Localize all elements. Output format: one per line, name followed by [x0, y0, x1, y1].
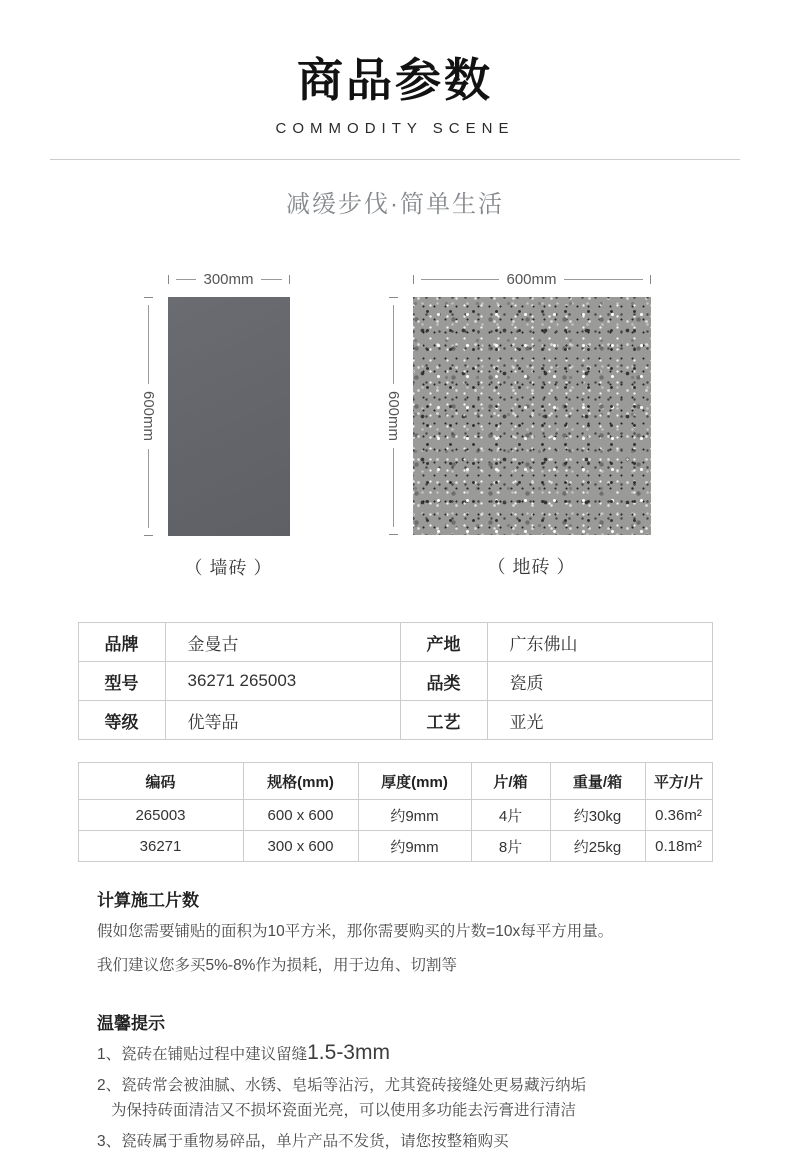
cell-area: 0.36m²	[645, 800, 712, 831]
table-row	[78, 662, 712, 701]
cell-code: 36271	[78, 831, 243, 862]
col-header-pieces-per-box: 片/箱	[471, 763, 550, 800]
wall-tile-height-dimension	[140, 297, 158, 536]
wall-tile-caption: （ 墙砖 ）	[184, 558, 273, 578]
col-header-size: 规格(mm)	[243, 763, 358, 800]
table-row	[78, 701, 712, 740]
table-row	[78, 831, 712, 862]
tip-3-text: 3、瓷砖属于重物易碎品，单片产品不发货，请您按整箱购买	[97, 1133, 509, 1150]
wall-tile-width-label: 300mm	[203, 270, 254, 288]
spec-value-origin: 广东佛山	[487, 623, 712, 662]
table-header-row	[78, 763, 712, 800]
floor-tile-image	[413, 297, 651, 535]
spec-value-finish: 亚光	[487, 701, 712, 740]
cell-thickness: 约9mm	[358, 800, 471, 831]
calc-line-2: 我们建议您多买5%-8%作为损耗，用于边角、切割等	[97, 957, 457, 974]
dimension-line	[148, 449, 149, 528]
cell-pieces: 8片	[471, 831, 550, 862]
tile-figures	[0, 269, 790, 580]
floor-tile-caption: （ 地砖 ）	[487, 557, 576, 577]
dimension-tick	[389, 297, 398, 298]
dimension-tick	[413, 275, 414, 284]
dimension-line	[148, 305, 149, 384]
cell-thickness: 约9mm	[358, 831, 471, 862]
dimension-tick	[389, 534, 398, 535]
product-spec-table	[78, 622, 713, 740]
floor-tile-figure	[385, 269, 651, 579]
wall-tile-image	[168, 297, 290, 536]
table-row	[78, 623, 712, 662]
tips-section	[97, 1009, 715, 1154]
spec-value-brand: 金曼古	[165, 623, 400, 662]
tip-1-highlight: 1.5-3mm	[307, 1041, 390, 1064]
page-subtitle: COMMODITY SCENE	[275, 120, 515, 137]
page-title: 商品参数	[297, 54, 493, 106]
wall-tile-width-dimension	[168, 269, 290, 289]
dimension-tick	[168, 275, 169, 284]
spec-label-category: 品类	[400, 662, 487, 701]
col-header-code: 编码	[78, 763, 243, 800]
cell-code: 265003	[78, 800, 243, 831]
dimension-tick	[144, 297, 153, 298]
wall-tile-figure	[140, 269, 290, 580]
dimension-tick	[650, 275, 651, 284]
col-header-thickness: 厚度(mm)	[358, 763, 471, 800]
dimension-line	[564, 279, 643, 280]
tagline: 减缓步伐·简单生活	[286, 191, 504, 218]
wall-tile-height-label: 600mm	[140, 391, 157, 442]
table-row	[78, 800, 712, 831]
page-header	[0, 0, 790, 219]
dimension-tick	[289, 275, 290, 284]
calc-line-1: 假如您需要铺贴的面积为10平方米，那你需要购买的片数=10x每平方用量。	[97, 923, 614, 940]
cell-size: 600 x 600	[243, 800, 358, 831]
floor-tile-width-label: 600mm	[506, 270, 557, 288]
dimension-tick	[144, 535, 153, 536]
dimension-line	[393, 448, 394, 527]
dimension-line	[176, 279, 197, 280]
floor-tile-height-label: 600mm	[385, 390, 402, 442]
tip-item-2	[97, 1073, 715, 1123]
spec-label-model: 型号	[78, 662, 165, 701]
tip-1-text: 1、瓷砖在铺贴过程中建议留缝	[97, 1046, 308, 1063]
size-spec-table	[78, 762, 713, 862]
tip-item-1	[97, 1040, 715, 1067]
col-header-weight-per-box: 重量/箱	[550, 763, 645, 800]
calc-heading: 计算施工片数	[97, 891, 199, 910]
spec-value-category: 瓷质	[487, 662, 712, 701]
cell-pieces: 4片	[471, 800, 550, 831]
spec-label-brand: 品牌	[78, 623, 165, 662]
header-divider	[50, 159, 740, 160]
spec-value-grade: 优等品	[165, 701, 400, 740]
dimension-line	[393, 305, 394, 384]
cell-area: 0.18m²	[645, 831, 712, 862]
spec-label-finish: 工艺	[400, 701, 487, 740]
tips-heading: 温馨提示	[97, 1014, 165, 1033]
col-header-area-per-piece: 平方/片	[645, 763, 712, 800]
tip-2-line-2: 为保持砖面清洁又不损坏瓷面光亮，可以使用多功能去污膏进行清洁	[111, 1102, 577, 1119]
spec-value-model: 36271 265003	[165, 662, 400, 701]
floor-tile-height-dimension	[385, 297, 403, 535]
spec-label-origin: 产地	[400, 623, 487, 662]
tip-item-3	[97, 1129, 715, 1154]
cell-size: 300 x 600	[243, 831, 358, 862]
dimension-line	[261, 279, 282, 280]
cell-weight: 约30kg	[550, 800, 645, 831]
floor-tile-width-dimension	[413, 269, 651, 289]
tip-2-line-1: 2、瓷砖常会被油腻、水锈、皂垢等沾污，尤其瓷砖接缝处更易藏污纳垢	[97, 1077, 587, 1094]
spec-label-grade: 等级	[78, 701, 165, 740]
dimension-line	[421, 279, 500, 280]
cell-weight: 约25kg	[550, 831, 645, 862]
calc-section	[97, 886, 715, 979]
